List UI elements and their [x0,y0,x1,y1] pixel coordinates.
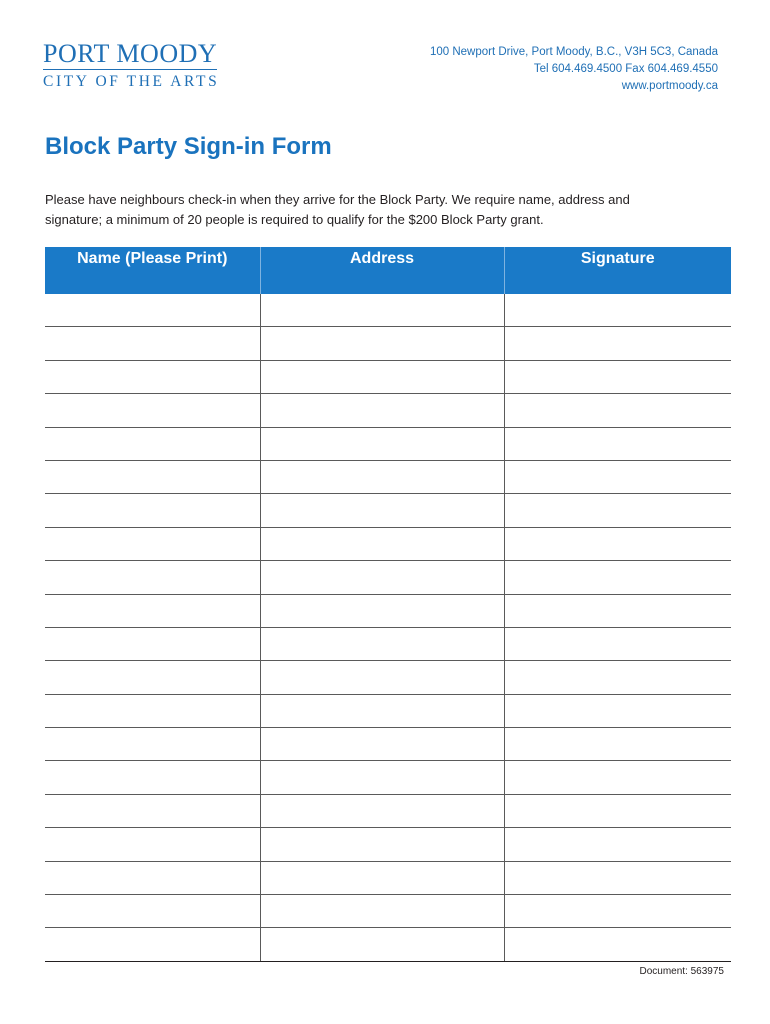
logo-subtitle: CITY OF THE ARTS [43,73,220,90]
document-number: Document: 563975 [639,966,724,977]
name-cell[interactable] [45,527,260,560]
signature-cell[interactable] [504,861,731,894]
table-row [45,327,731,360]
table-row [45,627,731,660]
form-instructions [45,190,735,230]
signature-cell[interactable] [504,895,731,928]
table-row [45,460,731,493]
address-cell[interactable] [260,928,504,961]
signature-cell[interactable] [504,828,731,861]
name-cell[interactable] [45,460,260,493]
address-cell[interactable] [260,460,504,493]
table-header-row [45,247,731,294]
address-cell[interactable] [260,761,504,794]
table-row [45,561,731,594]
table-row [45,360,731,393]
instructions-line-2: signature; a minimum of 20 people is required to qualify for the $200 Block Party grant. [45,212,544,227]
table-row [45,828,731,861]
name-cell[interactable] [45,828,260,861]
signature-cell[interactable] [504,360,731,393]
name-cell[interactable] [45,294,260,327]
address-cell[interactable] [260,661,504,694]
address-cell[interactable] [260,895,504,928]
name-cell[interactable] [45,728,260,761]
table-row [45,294,731,327]
address-cell[interactable] [260,594,504,627]
address-cell[interactable] [260,627,504,660]
address-cell[interactable] [260,327,504,360]
name-cell[interactable] [45,661,260,694]
table-row [45,895,731,928]
name-cell[interactable] [45,794,260,827]
table-row [45,527,731,560]
signature-cell[interactable] [504,794,731,827]
name-cell[interactable] [45,494,260,527]
signature-cell[interactable] [504,928,731,961]
signature-cell[interactable] [504,661,731,694]
address-cell[interactable] [260,861,504,894]
instructions-line-1: Please have neighbours check-in when they arrive for the Block Party. We require name, address and [45,192,630,207]
column-header-signature: Signature [504,247,731,294]
contact-website[interactable]: www.portmoody.ca [621,80,718,92]
address-cell[interactable] [260,427,504,460]
table-row [45,861,731,894]
sign-in-rows [45,294,731,961]
address-cell[interactable] [260,828,504,861]
form-title: Block Party Sign-in Form [45,133,332,160]
table-row [45,761,731,794]
logo-title: PORT MOODY [43,39,218,68]
name-cell[interactable] [45,694,260,727]
name-cell[interactable] [45,861,260,894]
address-cell[interactable] [260,527,504,560]
signature-cell[interactable] [504,561,731,594]
address-cell[interactable] [260,294,504,327]
table-row [45,427,731,460]
name-cell[interactable] [45,761,260,794]
signature-cell[interactable] [504,460,731,493]
name-cell[interactable] [45,327,260,360]
column-header-address: Address [260,247,504,294]
address-cell[interactable] [260,394,504,427]
signature-cell[interactable] [504,327,731,360]
signature-cell[interactable] [504,594,731,627]
table-row [45,794,731,827]
table-row [45,594,731,627]
port-moody-logo [43,40,221,91]
address-cell[interactable] [260,494,504,527]
signature-cell[interactable] [504,627,731,660]
contact-block [430,44,718,95]
address-cell[interactable] [260,694,504,727]
logo-divider [43,69,217,70]
table-row [45,928,731,961]
signature-cell[interactable] [504,427,731,460]
signature-cell[interactable] [504,694,731,727]
name-cell[interactable] [45,394,260,427]
name-cell[interactable] [45,561,260,594]
name-cell[interactable] [45,427,260,460]
address-cell[interactable] [260,561,504,594]
name-cell[interactable] [45,928,260,961]
signature-cell[interactable] [504,728,731,761]
address-cell[interactable] [260,360,504,393]
table-row [45,494,731,527]
name-cell[interactable] [45,627,260,660]
address-cell[interactable] [260,728,504,761]
address-cell[interactable] [260,794,504,827]
name-cell[interactable] [45,895,260,928]
table-row [45,728,731,761]
signature-cell[interactable] [504,494,731,527]
contact-phone-fax: Tel 604.469.4500 Fax 604.469.4550 [533,63,718,75]
table-row [45,694,731,727]
name-cell[interactable] [45,594,260,627]
signature-cell[interactable] [504,527,731,560]
signature-cell[interactable] [504,761,731,794]
signature-cell[interactable] [504,394,731,427]
name-cell[interactable] [45,360,260,393]
sign-in-table [45,247,731,962]
column-header-name: Name (Please Print) [45,247,260,294]
table-row [45,661,731,694]
contact-address: 100 Newport Drive, Port Moody, B.C., V3H 5C3, Canada [429,46,718,58]
table-row [45,394,731,427]
signature-cell[interactable] [504,294,731,327]
